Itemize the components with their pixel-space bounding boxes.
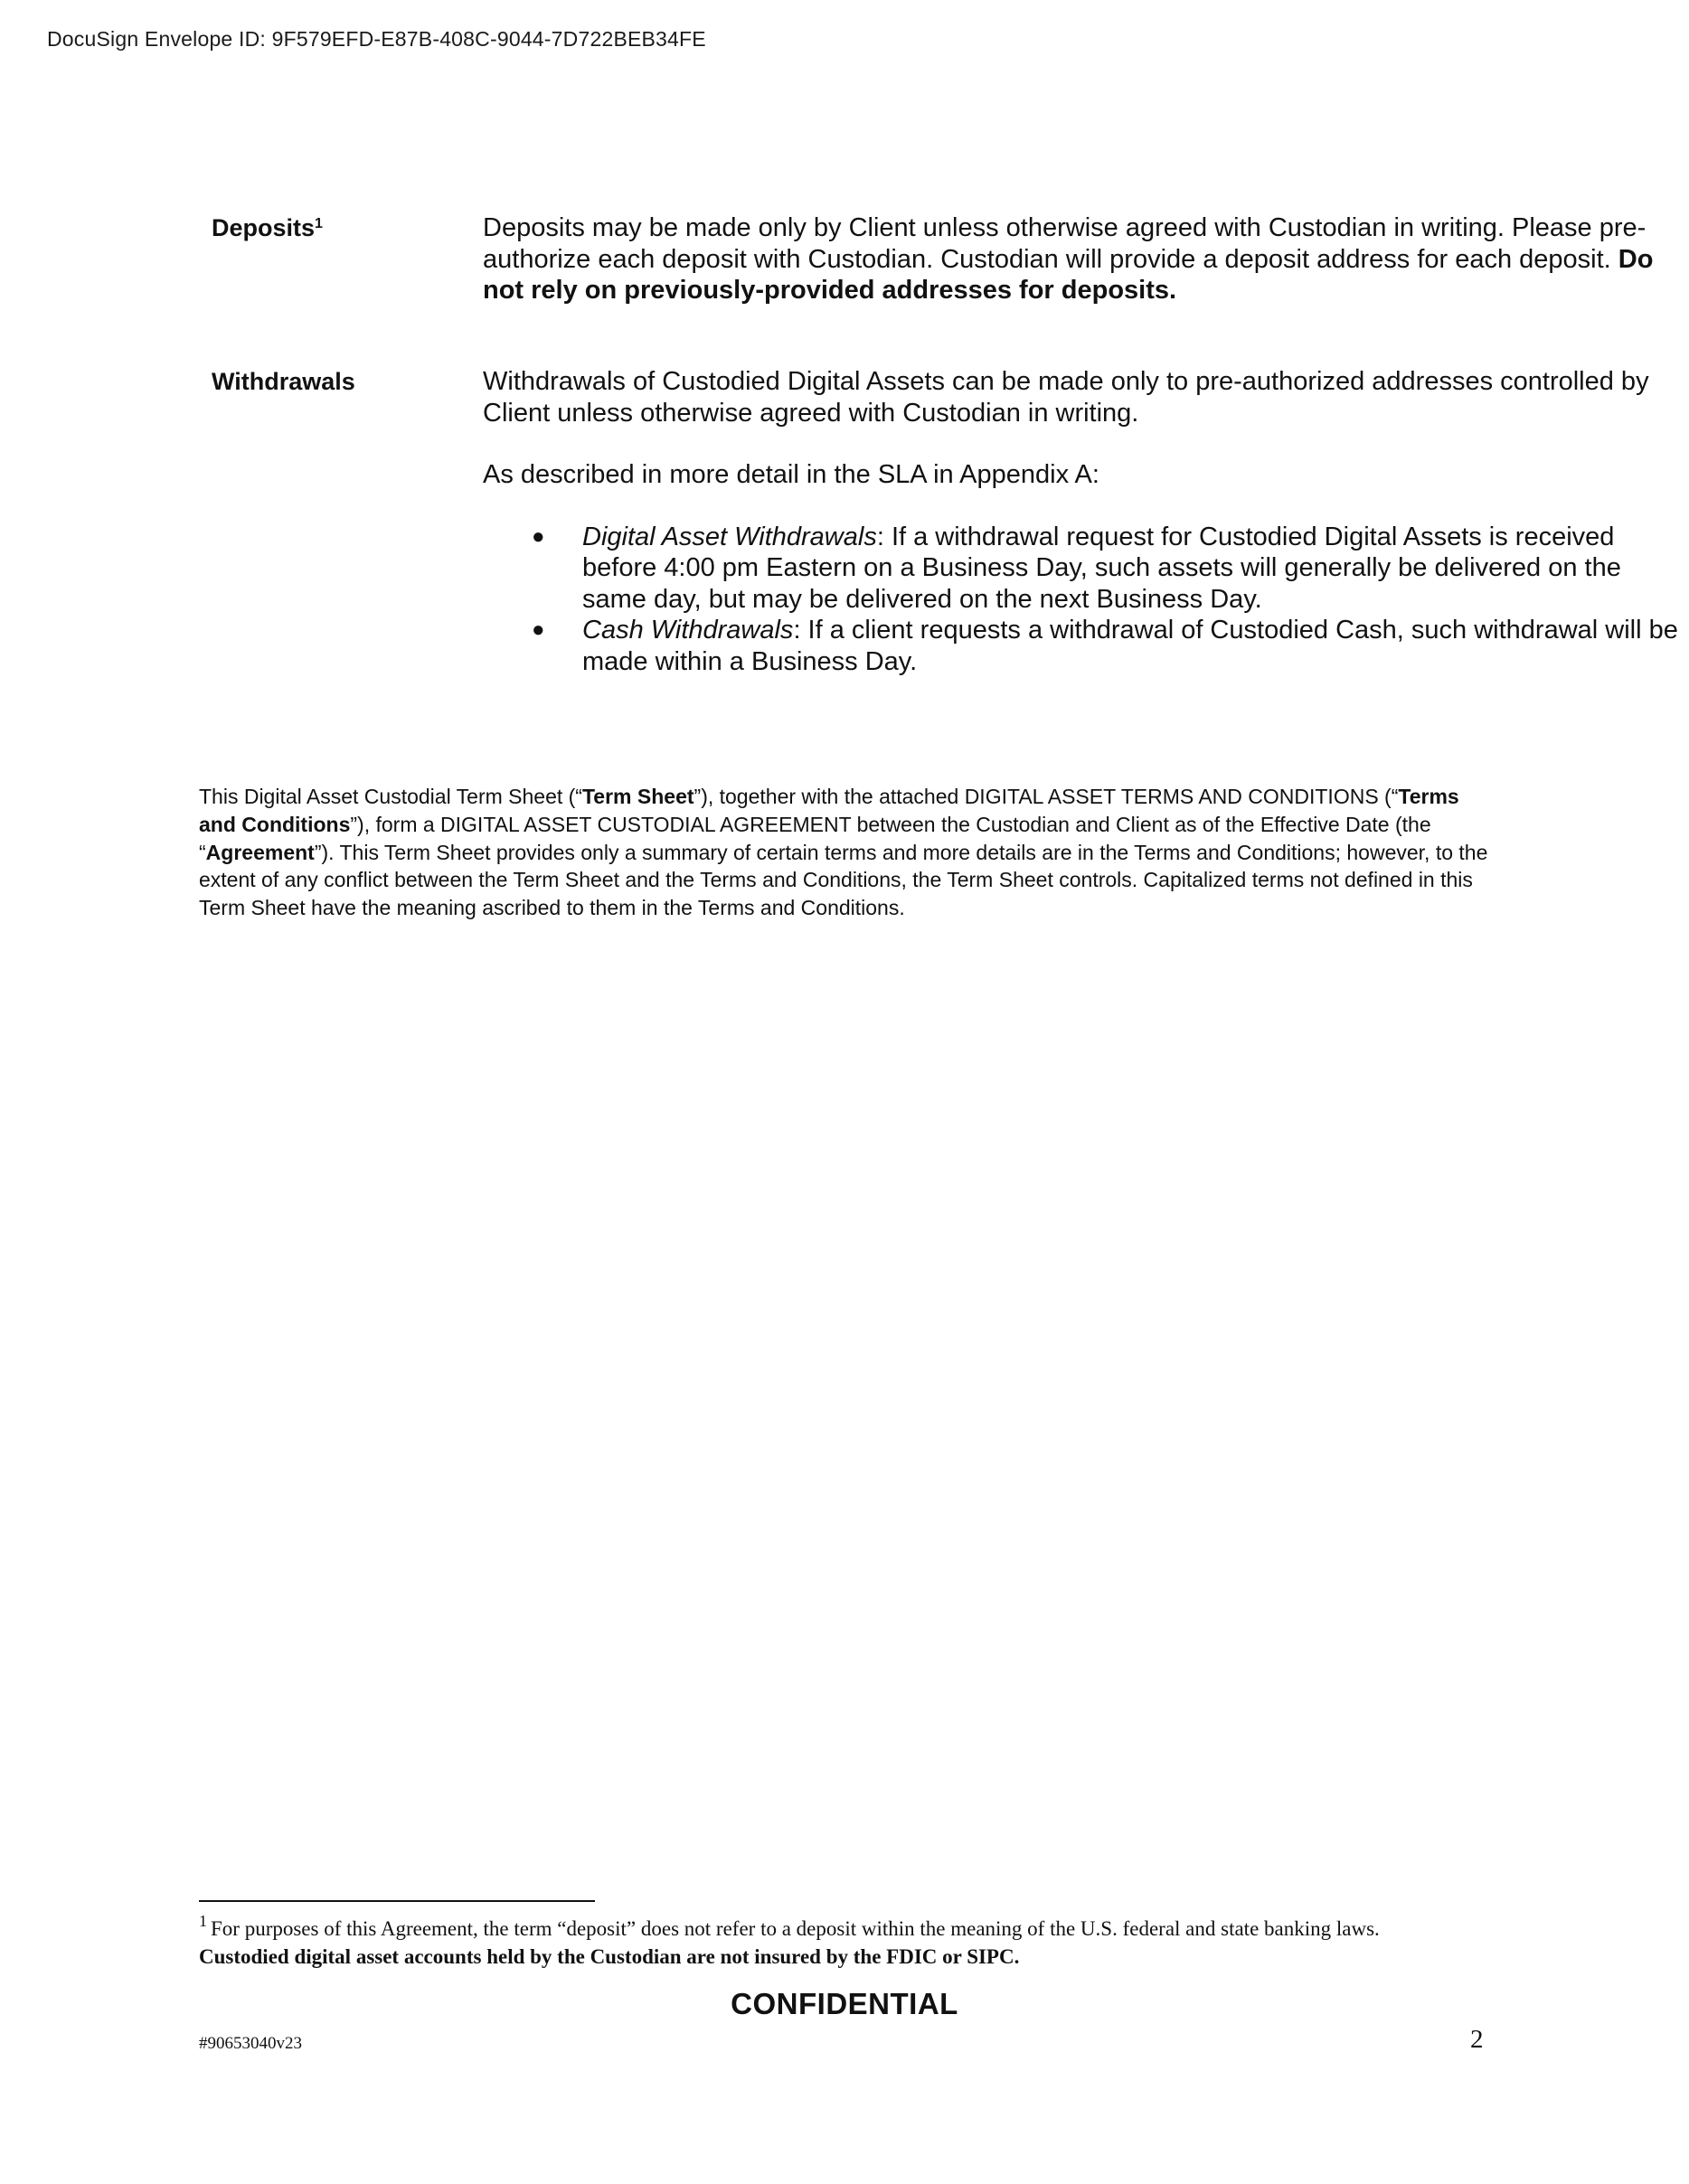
footnote-disclaimer: Custodied digital asset accounts held by the Custodian are not insured by the FDIC or SIPC. bbox=[199, 1945, 1020, 1968]
withdrawals-definition bbox=[483, 366, 1685, 677]
list-item: ● Cash Withdrawals: If a client requests a withdrawal of Custodied Cash, such withdrawal will be made within a Business Day. bbox=[532, 616, 1678, 676]
bullet-icon: ● bbox=[532, 523, 545, 549]
withdrawal-bullets bbox=[483, 522, 1685, 678]
deposits-definition: Deposits may be made only by Client unless otherwise agreed with Custodian in writing. Please pre-authorize each deposit with Custodian. Custodian will provide a deposit address for each deposit. Do not rely on previously-provided addresses for deposits. bbox=[483, 213, 1654, 305]
agreement-intro: This Digital Asset Custodial Term Sheet (“Term Sheet”), together with the attached DIGITAL ASSET TERMS AND CONDITIONS (“Terms and Conditions”), form a DIGITAL ASSET CUSTODIAL AGREEMENT between the Custodian and Client as of the Effective Date (the “Agreement”). This Term Sheet provides only a summary of certain terms and more details are in the Terms and Conditions; however, to the extent of any conflict between the Term Sheet and the Terms and Conditions, the Term Sheet controls. Capitalized terms not defined in this Term Sheet have the meaning ascribed to them in the Terms and Conditions. bbox=[199, 785, 1488, 920]
envelope-id: DocuSign Envelope ID: 9F579EFD-E87B-408C-9044-7D722BEB34FE bbox=[47, 27, 706, 51]
document-number: #90653040v23 bbox=[199, 2034, 302, 2053]
list-item: ● Digital Asset Withdrawals: If a withdrawal request for Custodied Digital Assets is received before 4:00 pm Eastern on a Business Day, such assets will generally be delivered on the same day, but may be delivered on the next Business Day. bbox=[532, 522, 1621, 614]
bullet-icon: ● bbox=[532, 617, 545, 642]
withdrawals-label: Withdrawals bbox=[212, 368, 355, 395]
withdrawals-paragraph: Withdrawals of Custodied Digital Assets can be made only to pre-authorized addresses controlled by Client unless otherwise agreed with Custodian in writing. bbox=[483, 367, 1649, 428]
page-number: 2 bbox=[1470, 2025, 1484, 2054]
footnote-ref[interactable]: 1 bbox=[315, 216, 323, 231]
confidential-label: CONFIDENTIAL bbox=[731, 1987, 958, 2020]
footnote-divider bbox=[199, 1900, 595, 1902]
sla-intro: As described in more detail in the SLA in Appendix A: bbox=[483, 460, 1099, 489]
deposits-label: Deposits$^1$ bbox=[212, 214, 323, 241]
footnote-number: 1 bbox=[199, 1912, 207, 1930]
deposits-warning: Do not rely on previously-provided addresses for deposits. bbox=[483, 244, 1654, 305]
footnote: $^1$ For purposes of this Agreement, the term “deposit” does not refer to a deposit within the meaning of the U.S. federal and state banking laws. Custodied digital asset accounts held by the Custodian are not insured by the FDIC or SIPC. bbox=[199, 1912, 1380, 1968]
